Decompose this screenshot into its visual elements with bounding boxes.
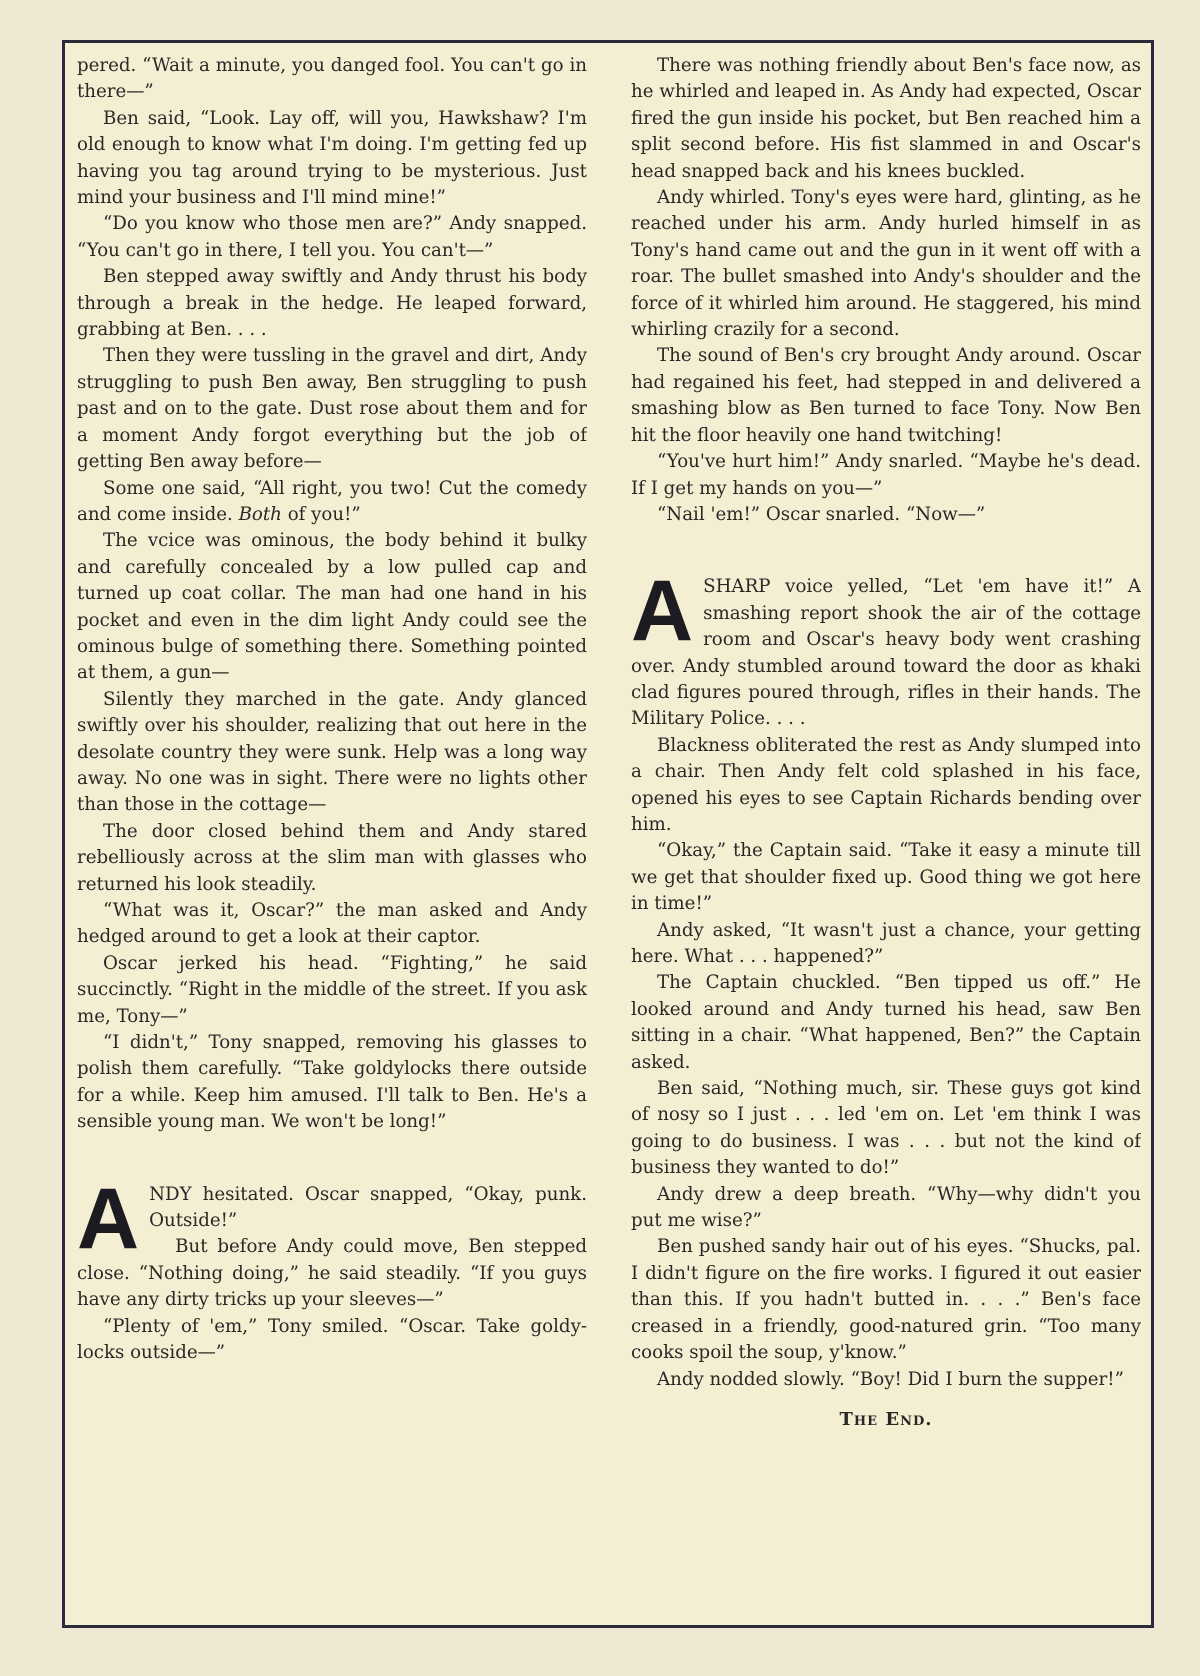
paragraph: There was nothing friendly about Ben's face now, as he whirled and leaped in. As Andy had expected, Oscar fired the gun inside his pocket, but Ben reached him a split second before. His fist slammed in and Oscar's head snapped back and his knees buckled. bbox=[631, 55, 1141, 182]
text-run: Some one said, “All right, you two! Cut the comedy and come inside. bbox=[77, 477, 587, 525]
paragraph: The sound of Ben's cry brought Andy around. Oscar had regained his feet, had stepped in and delivered a smashing blow as Ben turned to face Tony. Now Ben hit the floor heavily one hand twitching! bbox=[631, 345, 1141, 446]
paragraph: “Nail 'em!” Oscar snarled. “Now—” bbox=[657, 503, 986, 525]
paragraph: The door closed behind them and Andy stared rebelliously across at the slim man with glasses who returned his look steadily. bbox=[77, 820, 587, 895]
paragraph: Ben said, “Nothing much, sir. These guys got kind of nosy so I just . . . led 'em on. Let 'em think I was going to do business. I was . . . but not the kind of business they wanted to do!” bbox=[631, 1078, 1141, 1179]
paragraph: Oscar jerked his head. “Fighting,” he said succinctly. “Right in the middle of the street. If you ask me, Tony—” bbox=[77, 952, 587, 1027]
the-end-label: The End. bbox=[839, 1408, 933, 1430]
paragraph: “Do you know who those men are?” Andy snapped. “You can't go in there, I tell you. You can't—” bbox=[77, 213, 587, 261]
text-run: of you!” bbox=[281, 503, 361, 525]
text-run: SHARP voice yelled, “Let 'em have it!” A smashing report shook the air of the cottage room and Oscar's heavy body went crashing over. Andy stumbled around toward the door as khaki clad figures poured through, rifles in their hands. The Military Police. . . . bbox=[631, 576, 1141, 730]
paragraph: Andy whirled. Tony's eyes were hard, glinting, as he reached under his arm. Andy hurled himself in as Tony's hand came out and the gun in it went off with a roar. The bullet smashed into Andy's shoulder and the force of it whirled him around. He staggered, his mind whirling crazily for a second. bbox=[631, 187, 1141, 341]
paragraph: The Captain chuckled. “Ben tipped us off.” He looked around and Andy turned his head, saw Ben sitting in a chair. “What happened, Ben?” the Captain asked. bbox=[631, 972, 1141, 1073]
paragraph: “Plenty of 'em,” Tony smiled. “Oscar. Take goldy-locks outside—” bbox=[77, 1315, 587, 1364]
drop-cap-paragraph bbox=[77, 1170, 587, 1267]
paragraph: The vcice was ominous, the body behind it bulky and carefully concealed by a low pulled cap and turned up coat collar. The man had one hand in his pocket and even in the dim light Andy could see the ominous bulge of something there. Something pointed at them, a gun— bbox=[77, 530, 587, 684]
paragraph bbox=[77, 476, 587, 529]
paragraph: Then they were tussling in the gravel and dirt, Andy struggling to push Ben away, Ben struggling to push past and on to the gate. Dust rose about them and for a moment Andy forgot everything but the job of getting Ben away before— bbox=[77, 345, 587, 473]
paragraph: Silently they marched in the gate. Andy glanced swiftly over his shoulder, realizing that out here in the desolate country they were sunk. Help was a long way away. No one was in sight. There were no lights other than those in the cottage— bbox=[77, 688, 587, 816]
paragraph: Ben said, “Look. Lay off, will you, Hawkshaw? I'm old enough to know what I'm doing. I'm getting fed up having you tag around trying to be mysterious. Just mind your business and I'll mind mine!” bbox=[77, 107, 587, 209]
drop-cap-letter: A bbox=[631, 563, 694, 660]
paragraph: Andy drew a deep breath. “Why—why didn't you put me wise?” bbox=[631, 1183, 1141, 1232]
paragraph: Ben stepped away swiftly and Andy thrust his body through a break in the hedge. He leaped forward, grabbing at Ben. . . . bbox=[77, 266, 587, 341]
emphasis-text: Both bbox=[238, 503, 282, 525]
paragraph: “What was it, Oscar?” the man asked and Andy hedged around to get a look at their captor. bbox=[77, 900, 587, 948]
paragraph: Andy asked, “It wasn't just a chance, your getting here. What . . . happened?” bbox=[631, 919, 1141, 967]
page-frame bbox=[62, 40, 1154, 1628]
paragraph: Ben pushed sandy hair out of his eyes. “Shucks, pal. I didn't figure on the fire works. I figured it out easier than this. If you hadn't butted in. . . .” Ben's face creased in a friendly, good-natured grin. “Too many cooks spoil the soup, y'know.” bbox=[631, 1236, 1141, 1364]
paragraph: “Okay,” the Captain said. “Take it easy a minute till we get that shoulder fixed up. Good thing we got here in time!” bbox=[631, 840, 1141, 915]
text-run: NDY hesitated. Oscar snapped, “Okay, punk. Outside!” bbox=[149, 1183, 587, 1232]
paragraph: “I didn't,” Tony snapped, removing his glasses to polish them carefully. “Take goldylocks there outside for a while. Keep him amused. I'll talk to Ben. He's a sensible young man. We won't be long!” bbox=[77, 1032, 587, 1133]
paragraph: Blackness obliterated the rest as Andy slumped into a chair. Then Andy felt cold splashed in his face, opened his eyes to see Captain Richards bending over him. bbox=[631, 734, 1141, 835]
paragraph: Andy nodded slowly. “Boy! Did I burn the supper!” bbox=[657, 1368, 1124, 1390]
right-column bbox=[631, 53, 1141, 1613]
left-column bbox=[77, 53, 587, 1613]
drop-cap-letter: A bbox=[77, 1170, 140, 1267]
paragraph: pered. “Wait a minute, you danged fool. You can't go in there—” bbox=[77, 55, 587, 103]
paragraph: “You've hurt him!” Andy snarled. “Maybe he's dead. If I get my hands on you—” bbox=[631, 451, 1141, 499]
drop-cap-paragraph bbox=[631, 563, 1141, 732]
paragraph: But before Andy could move, Ben stepped close. “Nothing doing,” he said steadily. “If you guys have any dirty tricks up your sleeves—” bbox=[77, 1236, 587, 1311]
